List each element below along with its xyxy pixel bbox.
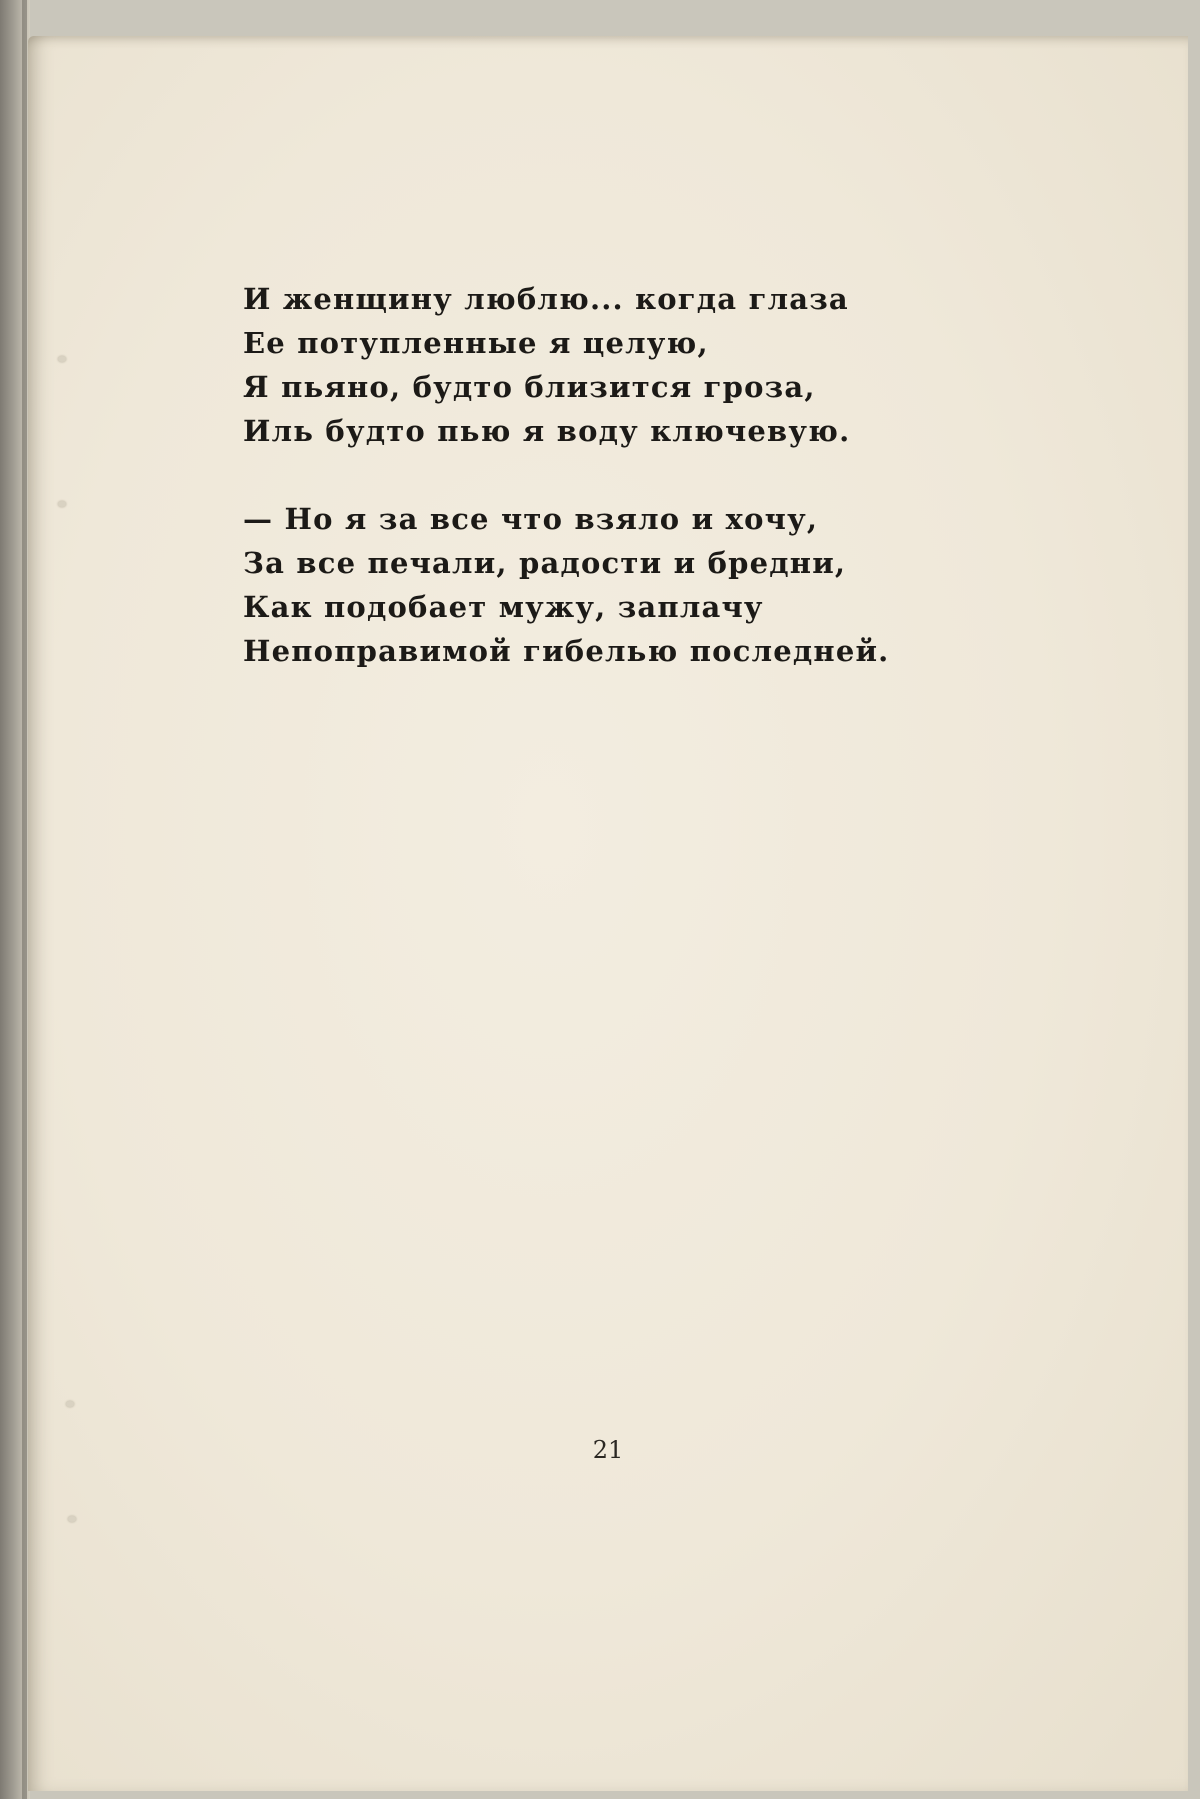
- page-dent: [58, 356, 66, 362]
- page-dent: [68, 1516, 76, 1522]
- verse-line: И женщину люблю... когда глаза: [243, 282, 849, 316]
- spine-edge: [22, 0, 27, 1799]
- book-page: [28, 36, 1188, 1791]
- verse-line: За все печали, радости и бредни,: [243, 546, 847, 580]
- verse-line: — Но я за все что взяло и хочу,: [243, 502, 819, 536]
- poem-text: [243, 277, 890, 717]
- verse-line: Непоправимой гибелью последней.: [243, 634, 890, 668]
- page-number: 21: [592, 1436, 624, 1464]
- stanza-2: [243, 497, 890, 673]
- stanza-1: [243, 277, 883, 453]
- page-dent: [58, 501, 66, 507]
- verse-line: Ее потупленные я целую,: [243, 326, 709, 360]
- verse-line: Я пьяно, будто близится гроза,: [243, 370, 816, 404]
- page-dent: [66, 1401, 74, 1407]
- verse-line: Как подобает мужу, заплачу: [243, 590, 764, 624]
- verse-line: Иль будто пью я воду ключевую.: [243, 414, 851, 448]
